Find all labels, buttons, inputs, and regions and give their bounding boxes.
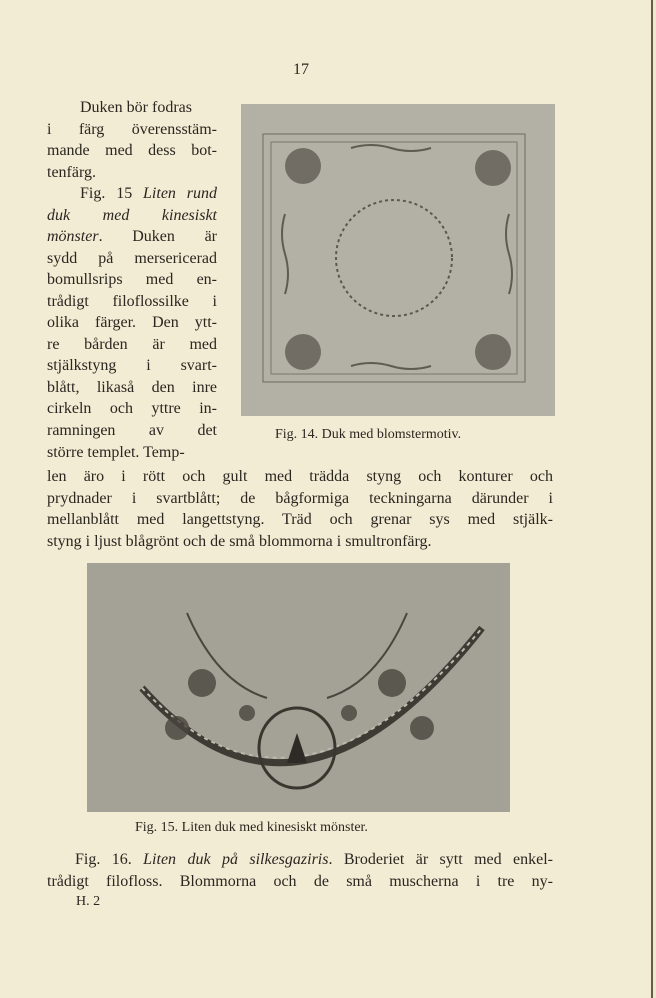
signature-mark: H. 2 <box>76 894 101 909</box>
text-line: stjälkstyng i svart- <box>47 357 217 374</box>
embroidered-cloth-flower-motif <box>241 104 555 416</box>
text-line: mande med dess bot- <box>47 142 217 159</box>
text-line: cirkeln och yttre in- <box>47 400 217 417</box>
text-line: ramningen av det <box>47 422 217 439</box>
embroidered-cloth-chinese-motif <box>87 563 510 812</box>
text-line: större templet. Temp- <box>47 444 185 461</box>
figure-15-image <box>87 563 510 812</box>
text-line: Duken bör fodras <box>80 99 192 116</box>
fig-title-italic: Liten duk på silkesgaziris <box>143 851 329 868</box>
text-line: len äro i rött och gult med trädda styng och konturer och <box>47 468 553 485</box>
figure-14-image <box>241 104 555 416</box>
fig-title-italic: mönster <box>47 228 99 245</box>
text-line: styng i ljust blågrönt och de små blommorna i smultronfärg. <box>47 533 432 550</box>
page-number: 17 <box>293 61 309 78</box>
text-line: i färg överensstäm- <box>47 121 217 138</box>
text-line <box>47 184 217 204</box>
text-line: mellanblått med langettstyng. Träd och grenar sys med stjälk- <box>47 511 553 528</box>
text-line: blått, likaså den inre <box>47 379 217 396</box>
fig-title-italic: duk med kinesiskt <box>47 207 217 224</box>
text-line: tenfärg. <box>47 164 97 181</box>
text-line <box>47 850 553 870</box>
text-line <box>47 227 217 247</box>
text-line: sydd på mersericerad <box>47 250 217 267</box>
figure-14-caption: Fig. 14. Duk med blomstermotiv. <box>275 427 462 442</box>
text-line: trådigt filoflossilke i <box>47 293 217 310</box>
text-segment: . Broderiet är sytt med enkel- <box>328 851 554 868</box>
text-segment: . Duken är <box>98 228 217 245</box>
fig-title-italic: Liten rund <box>143 185 217 202</box>
text-line: re bården är med <box>47 336 217 353</box>
text-line: bomullsrips med en- <box>47 271 217 288</box>
figure-15-caption: Fig. 15. Liten duk med kinesiskt mönster. <box>135 820 368 835</box>
text-line: prydnader i svartblått; de bågformiga teckningarna därunder i <box>47 490 553 507</box>
fig-ref: Fig. 16. <box>75 851 144 868</box>
fig-ref: Fig. 15 <box>80 185 144 202</box>
text-line: trådigt filofloss. Blommorna och de små muscherna i tre ny- <box>47 873 553 890</box>
text-line <box>47 206 217 226</box>
text-line: olika färger. Den ytt- <box>47 314 217 331</box>
